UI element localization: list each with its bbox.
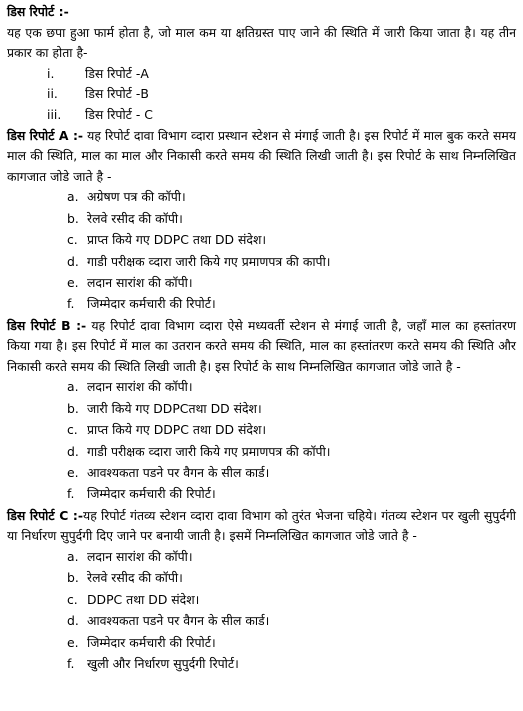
list-item-label: डिस रिपोर्ट - C	[85, 106, 153, 122]
list-item-label: गाडी परीक्षक व्दारा जारी किये गए प्रमाणपत्र की कापी।	[87, 253, 331, 269]
section-b-text: यह रिपोर्ट दावा विभाग व्दारा ऐसे मध्यवर्ती स्टेशन से मंगाई जाती है, जहाँ माल का हस्तांतरण किया गया है। इस रिपोर्ट में माल का उतरान करते समय की स्थिति, माल का हस्तांतरण करते समय की स्थिति और निकासी करते समय की स्थिति लिखी जाती है। इस रिपोर्ट के साथ निम्नलिखित कागजात जोडे जाते है -	[7, 317, 516, 374]
list-item	[7, 64, 516, 85]
list-item	[7, 484, 516, 505]
list-item	[7, 463, 516, 484]
list-marker: b.	[67, 400, 79, 416]
list-marker: e.	[67, 634, 79, 650]
list-item	[7, 105, 516, 126]
section-c-heading: डिस रिपोर्ट C :-	[7, 507, 84, 523]
list-item-label: आवश्यकता पडने पर वैगन के सील कार्ड।	[87, 613, 270, 629]
list-item-label: डिस रिपोर्ट -A	[85, 65, 149, 81]
section-c-text: यह रिपोर्ट गंतव्य स्टेशन व्दारा दावा विभाग को तुरंत भेजना चहिये। गंतव्य स्टेशन पर खुली सुपुर्दगी या निर्धारण सुपुर्दगी दिए जाने पर बनायी जाती है। इसमें निम्नलिखित कागजात जोडे जाते है -	[7, 507, 516, 544]
section-b-list	[7, 377, 516, 505]
list-item-label: जिम्मेदार कर्मचारी की रिपोर्ट।	[87, 296, 216, 312]
list-item-label: जिम्मेदार कर्मचारी की रिपोर्ट।	[87, 486, 216, 502]
list-item-label: प्राप्त किये गए DDPC तथा DD संदेश।	[87, 422, 267, 438]
list-marker: iii.	[47, 106, 62, 122]
section-a-text: यह रिपोर्ट दावा विभाग व्दारा प्रस्थान स्टेशन से मंगाई जाती है। इस रिपोर्ट में माल बुक करते समय माल की स्थिति, माल का माल और निकासी करते समय की स्थिति लिखी जाती है। इस रिपोर्ट के साथ निम्नलिखित कागजात जोडे जाते है -	[7, 127, 516, 184]
section-b-paragraph	[7, 316, 516, 378]
list-item-label: जिम्मेदार कर्मचारी की रिपोर्ट।	[87, 634, 216, 650]
list-item	[7, 442, 516, 463]
section-a-paragraph	[7, 126, 516, 188]
list-marker: f.	[67, 486, 75, 502]
list-item	[7, 294, 516, 315]
list-marker: d.	[67, 253, 79, 269]
list-item-label: डिस रिपोर्ट -B	[85, 86, 149, 102]
section-a-heading: डिस रिपोर्ट A :-	[7, 127, 84, 143]
list-item-label: लदान सारांश की कॉपी।	[87, 274, 193, 290]
list-item	[7, 187, 516, 208]
list-item	[7, 633, 516, 654]
list-item	[7, 420, 516, 441]
list-item	[7, 84, 516, 105]
section-c-list	[7, 547, 516, 675]
list-marker: f.	[67, 296, 75, 312]
list-marker: b.	[67, 570, 79, 586]
intro-paragraph: यह एक छपा हुआ फार्म होता है, जो माल कम या क्षतिग्रस्त पाए जाने की स्थिति में जारी किया जाता है। यह तीन प्रकार का होता है-	[7, 24, 516, 61]
list-item	[7, 547, 516, 568]
list-marker: d.	[67, 443, 79, 459]
list-item-label: DDPC तथा DD संदेश।	[87, 591, 200, 607]
list-marker: e.	[67, 274, 79, 290]
list-item-label: रेलवे रसीद की कॉपी।	[87, 210, 183, 226]
list-marker: b.	[67, 210, 79, 226]
list-marker: c.	[67, 422, 78, 438]
list-marker: ii.	[47, 86, 58, 102]
list-item	[7, 590, 516, 611]
list-item-label: आवश्यकता पडने पर वैगन के सील कार्ड।	[87, 465, 270, 481]
intro-heading: डिस रिपोर्ट :-	[7, 4, 69, 19]
list-marker: a.	[67, 549, 79, 564]
list-item	[7, 377, 516, 398]
report-types-list	[7, 64, 516, 126]
list-marker: d.	[67, 613, 79, 629]
list-item	[7, 654, 516, 675]
list-item-label: लदान सारांश की कॉपी।	[87, 549, 193, 564]
list-marker: a.	[67, 189, 79, 205]
list-item-label: अग्रेषण पत्र की कॉपी।	[87, 189, 186, 205]
list-item	[7, 209, 516, 230]
section-b-heading: डिस रिपोर्ट B :-	[7, 317, 87, 333]
list-item-label: जारी किये गए DDPCतथा DD संदेश।	[87, 400, 262, 416]
list-item-label: प्राप्त किये गए DDPC तथा DD संदेश।	[87, 232, 267, 248]
list-marker: c.	[67, 591, 78, 607]
list-item	[7, 230, 516, 251]
list-item	[7, 399, 516, 420]
list-item	[7, 611, 516, 632]
list-item	[7, 252, 516, 273]
list-item	[7, 568, 516, 589]
list-item-label: खुली और निर्धारण सुपुर्दगी रिपोर्ट।	[87, 655, 239, 671]
section-a-list	[7, 187, 516, 315]
list-item-label: लदान सारांश की कॉपी।	[87, 379, 193, 395]
list-marker: i.	[47, 65, 55, 81]
list-item-label: गाडी परीक्षक व्दारा जारी किये गए प्रमाणपत्र की कॉपी।	[87, 443, 331, 459]
list-item-label: रेलवे रसीद की कॉपी।	[87, 570, 183, 586]
section-c-paragraph	[7, 506, 516, 547]
list-marker: c.	[67, 232, 78, 248]
list-marker: a.	[67, 379, 79, 395]
list-item	[7, 273, 516, 294]
list-marker: e.	[67, 465, 79, 481]
list-marker: f.	[67, 655, 75, 671]
